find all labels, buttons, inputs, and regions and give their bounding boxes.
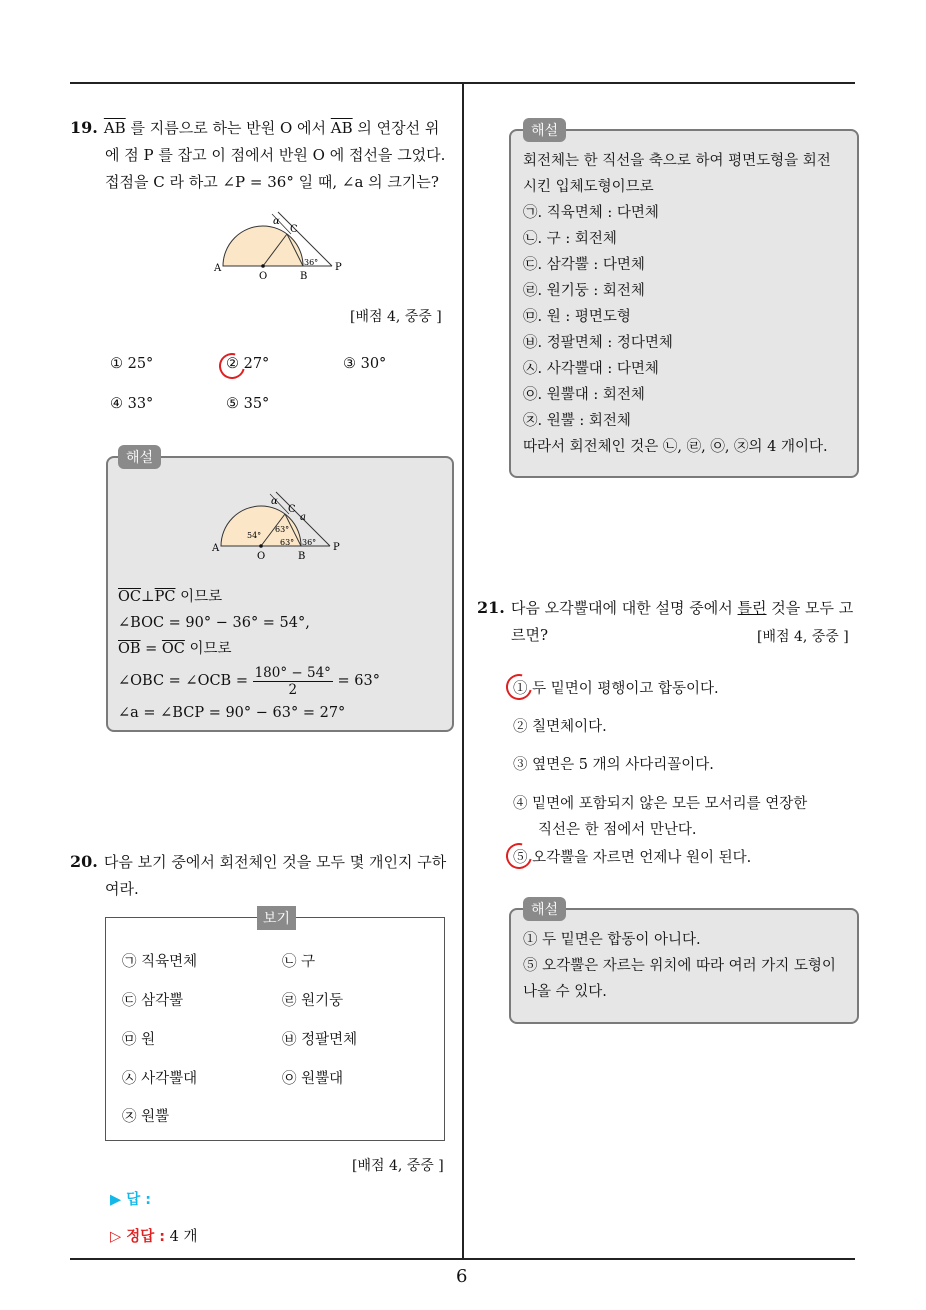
q19-solution-text: $\overline{OC}\perp\overline{PC}$ 이므로 ∠BOC = 90° − 36° = 54°, $\overline{OB} = \overline{OC}$ 이므로 ∠OBC = ∠OCB = $\frac{180^\circ - 54^\circ}{2}$ = 63° ∠a = ∠BCP = 90° − 63° = 27°	[118, 589, 380, 721]
sol19-fig-label-36: 36°	[302, 538, 317, 547]
q20-solution-line-1: 회전체는 한 직선을 축으로 하여 평면도형을 회전	[523, 153, 831, 169]
q20-solution-text	[523, 148, 831, 460]
q19-fig-label-A: A	[214, 263, 222, 274]
q19-fig-label-36: 36°	[304, 258, 319, 267]
q21-choice-4-cont: 직선은 한 점에서 만난다.	[538, 822, 697, 838]
q19-question: 19. $\overline{AB}$ 를 지름으로 하는 반원 O 에서 $\overline{AB}$ 의 연장선 위 에 점 P 를 잡고 이 점에서 반원 O 에 접선을 그었다. 접점을 C 라 하고 ∠P = 36° 일 때, ∠a 의 크기는?	[70, 118, 446, 191]
q20-solution-line-9: ㉦. 사각뿔대 : 다면체	[523, 361, 659, 377]
q19-number: 19.	[70, 118, 98, 137]
q21-score: [배점 4, 중중 ]	[757, 629, 849, 645]
q19-choice-3[interactable]: ③ 30°	[343, 356, 387, 372]
q19-answer-mark	[214, 348, 250, 384]
sol19-fig-label-alpha: α	[271, 496, 278, 507]
q19-choice-5[interactable]: ⑤ 35°	[226, 396, 270, 412]
q21-solution-line-1: ① 두 밑면은 합동이 아니다.	[523, 932, 701, 948]
q20-question: 20. 다음 보기 중에서 회전체인 것을 모두 몇 개인지 구하 여라.	[70, 852, 447, 898]
bogi-item-6: ㉥ 정팔면체	[282, 1032, 358, 1048]
q19-score: [배점 4, 중중 ]	[350, 309, 442, 325]
sol19-fig-label-a: a	[300, 512, 306, 523]
bogi-item-9: ㉨ 원뿔	[122, 1109, 170, 1125]
q19-choice-2[interactable]: ② 27°	[226, 356, 270, 372]
q21-solution-tag: 해설	[523, 897, 566, 921]
sol19-fig-label-C: C	[288, 504, 296, 515]
q21-choice-3[interactable]: ③ 옆면은 5 개의 사다리꼴이다.	[513, 757, 714, 773]
q19-fig-label-C: C	[290, 224, 298, 235]
page-number: 6	[456, 1266, 468, 1287]
q21-solution-box	[509, 908, 859, 1024]
q19-solution-box	[106, 456, 454, 732]
q20-correct-value: 4 개	[169, 1229, 198, 1245]
sol19-fig-label-P: P	[333, 542, 340, 553]
q20-solution-line-7: ㉤. 원 : 평면도형	[523, 309, 631, 325]
q20-solution-line-5: ㉢. 삼각뿔 : 다면체	[523, 257, 645, 273]
bogi-item-1: ㉠ 직육면체	[122, 954, 198, 970]
q20-solution-line-8: ㉥. 정팔면체 : 정다면체	[523, 335, 673, 351]
q21-choice-5[interactable]: ⑤ 오각뿔을 자르면 언제나 원이 된다.	[513, 850, 752, 866]
q21-choice-1[interactable]: ① 두 밑면이 평행이고 합동이다.	[513, 681, 719, 697]
sol19-fig-label-63b: 63°	[280, 538, 295, 547]
q19-solution-figure	[208, 488, 358, 560]
q20-solution-line-12: 따라서 회전체인 것은 ㉡, ㉣, ㉧, ㉨의 4 개이다.	[523, 439, 828, 455]
sol19-fig-label-A: A	[212, 543, 220, 554]
q20-solution-line-10: ㉧. 원뿔대 : 회전체	[523, 387, 645, 403]
bottom-rule	[70, 1258, 855, 1260]
q21-choice-4[interactable]: ④ 밑면에 포함되지 않은 모든 모서리를 연장한	[513, 796, 808, 812]
q21-number: 21.	[477, 598, 505, 617]
column-divider	[462, 82, 464, 1259]
sol19-fig-label-B: B	[298, 551, 306, 560]
bogi-item-5: ㉤ 원	[122, 1032, 156, 1048]
q19-fig-label-B: B	[300, 271, 308, 280]
q21-solution-line-2: ⑤ 오각뿔은 자르는 위치에 따라 여러 가지 도형이	[523, 958, 836, 974]
q21-answer-mark-5	[501, 838, 537, 874]
q19-choice-4[interactable]: ④ 33°	[110, 396, 154, 412]
q20-solution-line-4: ㉡. 구 : 회전체	[523, 231, 617, 247]
q19-figure	[210, 208, 360, 280]
q20-solution-line-6: ㉣. 원기둥 : 회전체	[523, 283, 645, 299]
fraction: $\frac{180^\circ - 54^\circ}{2}$	[254, 664, 331, 698]
q20-solution-box	[509, 129, 859, 478]
q20-answer-label: ▶ 답 :	[110, 1192, 152, 1208]
sol19-fig-label-63a: 63°	[275, 525, 290, 534]
q20-correct-answer	[110, 1225, 198, 1246]
q21-solution-line-3: 나올 수 있다.	[523, 984, 607, 1000]
q21-choice-2[interactable]: ② 칠면체이다.	[513, 719, 607, 735]
q20-solution-tag: 해설	[523, 118, 566, 142]
q20-solution-line-2: 시킨 입체도형이므로	[523, 179, 654, 195]
q19-choice-1[interactable]: ① 25°	[110, 356, 154, 372]
bogi-item-4: ㉣ 원기둥	[282, 993, 344, 1009]
sol19-fig-label-O: O	[257, 551, 266, 560]
bogi-item-2: ㉡ 구	[282, 954, 316, 970]
q19-fig-label-P: P	[335, 262, 342, 273]
q19-fig-label-alpha: α	[273, 216, 280, 227]
q21-answer-mark-1	[501, 669, 537, 705]
q21-solution-text	[523, 927, 836, 1005]
q20-solution-line-3: ㉠. 직육면체 : 다면체	[523, 205, 659, 221]
q20-correct-label: ▷ 정답 :	[110, 1229, 166, 1245]
q20-score: [배점 4, 중중 ]	[352, 1158, 444, 1174]
q20-bogi-tag: 보기	[257, 906, 296, 930]
q20-number: 20.	[70, 852, 98, 871]
bogi-item-7: ㉦ 사각뿔대	[122, 1071, 198, 1087]
q21-question: 21. 다음 오각뿔대에 대한 설명 중에서 틀린 것을 모두 고 르면?	[477, 598, 854, 644]
q19-fig-label-O: O	[259, 271, 268, 280]
q19-solution-tag: 해설	[118, 445, 161, 469]
q20-solution-line-11: ㉨. 원뿔 : 회전체	[523, 413, 631, 429]
bogi-item-3: ㉢ 삼각뿔	[122, 993, 184, 1009]
sol19-fig-label-54: 54°	[247, 531, 262, 540]
bogi-item-8: ㉧ 원뿔대	[282, 1071, 344, 1087]
